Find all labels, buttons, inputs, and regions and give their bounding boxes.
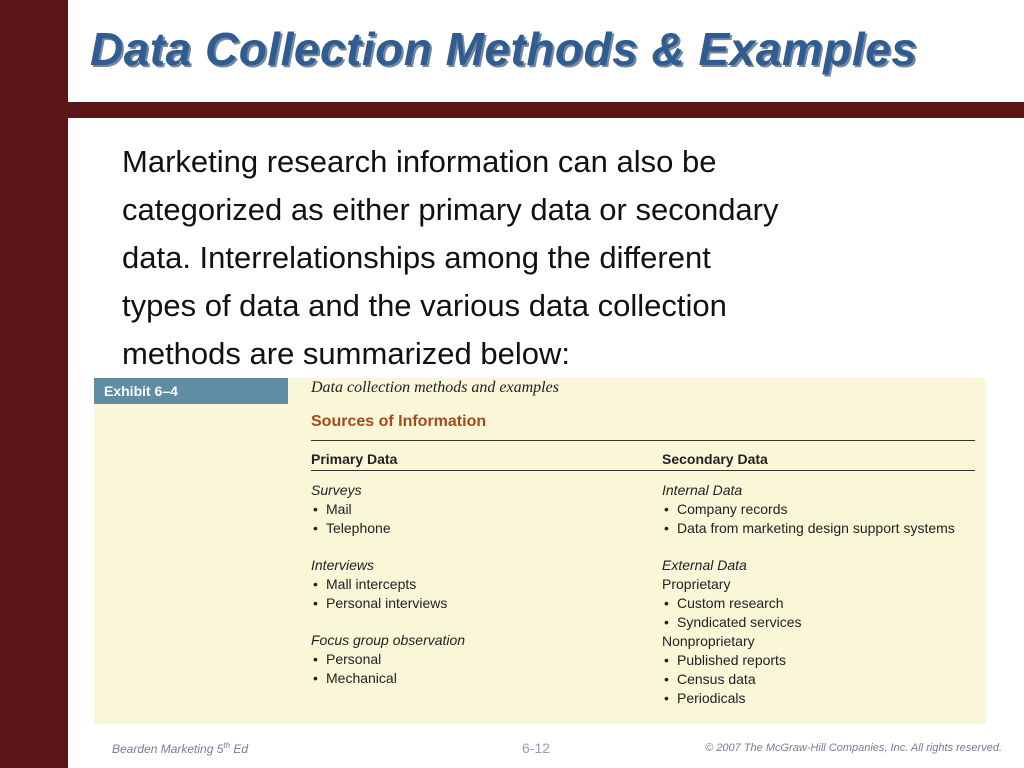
title-divider xyxy=(68,102,1024,118)
list-item: • Personal xyxy=(311,650,465,669)
subgroup-title: Nonproprietary xyxy=(662,633,755,649)
sources-heading: Sources of Information xyxy=(311,413,487,430)
left-accent-bar xyxy=(0,0,68,768)
intro-line: categorized as either primary data or secondary xyxy=(122,192,779,227)
method-group xyxy=(311,631,465,688)
table-header-rule xyxy=(311,470,975,471)
group-title: Focus group observation xyxy=(311,632,466,648)
group-title: Internal Data xyxy=(662,482,743,498)
list-item: • Mail xyxy=(311,500,465,519)
slide-title: Data Collection Methods & Examples xyxy=(90,23,918,75)
intro-line: data. Interrelationships among the different xyxy=(122,240,711,275)
footer-superscript: th xyxy=(223,741,231,750)
intro-line: types of data and the various data collection xyxy=(122,288,727,323)
primary-data-column xyxy=(311,481,465,706)
group-title: External Data xyxy=(662,557,747,573)
list-item: • Census data xyxy=(662,670,955,689)
intro-line: methods are summarized below: xyxy=(122,336,570,371)
group-title: Surveys xyxy=(311,482,362,498)
intro-paragraph xyxy=(122,138,982,378)
method-group xyxy=(311,556,465,613)
table-top-rule xyxy=(311,440,975,441)
primary-data-heading: Primary Data xyxy=(311,451,398,467)
secondary-data-heading: Secondary Data xyxy=(662,451,768,467)
intro-line: Marketing research information can also be xyxy=(122,144,717,179)
list-item: • Personal interviews xyxy=(311,594,465,613)
footer-source-text: Bearden Marketing 5 xyxy=(112,742,224,756)
list-item: • Syndicated services xyxy=(662,613,955,632)
subgroup-title: Proprietary xyxy=(662,576,731,592)
exhibit-caption: Data collection methods and examples xyxy=(311,379,559,396)
page-number: 6-12 xyxy=(522,740,551,756)
list-item: • Periodicals xyxy=(662,689,955,708)
list-item: • Company records xyxy=(662,500,955,519)
exhibit-panel xyxy=(94,378,986,724)
footer-source xyxy=(112,741,248,756)
list-item: • Mechanical xyxy=(311,669,465,688)
list-item: • Telephone xyxy=(311,519,465,538)
copyright-notice: © 2007 The McGraw-Hill Companies, Inc. All rights reserved. xyxy=(705,742,1002,754)
group-title: Interviews xyxy=(311,557,375,573)
list-item: • Published reports xyxy=(662,651,955,670)
list-item: • Custom research xyxy=(662,594,955,613)
list-item: • Mall intercepts xyxy=(311,575,465,594)
list-item: • Data from marketing design support systems xyxy=(662,519,955,538)
footer-source-suffix: Ed xyxy=(230,742,249,756)
exhibit-tag: Exhibit 6–4 xyxy=(94,378,288,404)
external-data-group xyxy=(662,556,955,708)
secondary-data-column xyxy=(662,481,955,708)
internal-data-group xyxy=(662,481,955,538)
method-group xyxy=(311,481,465,538)
